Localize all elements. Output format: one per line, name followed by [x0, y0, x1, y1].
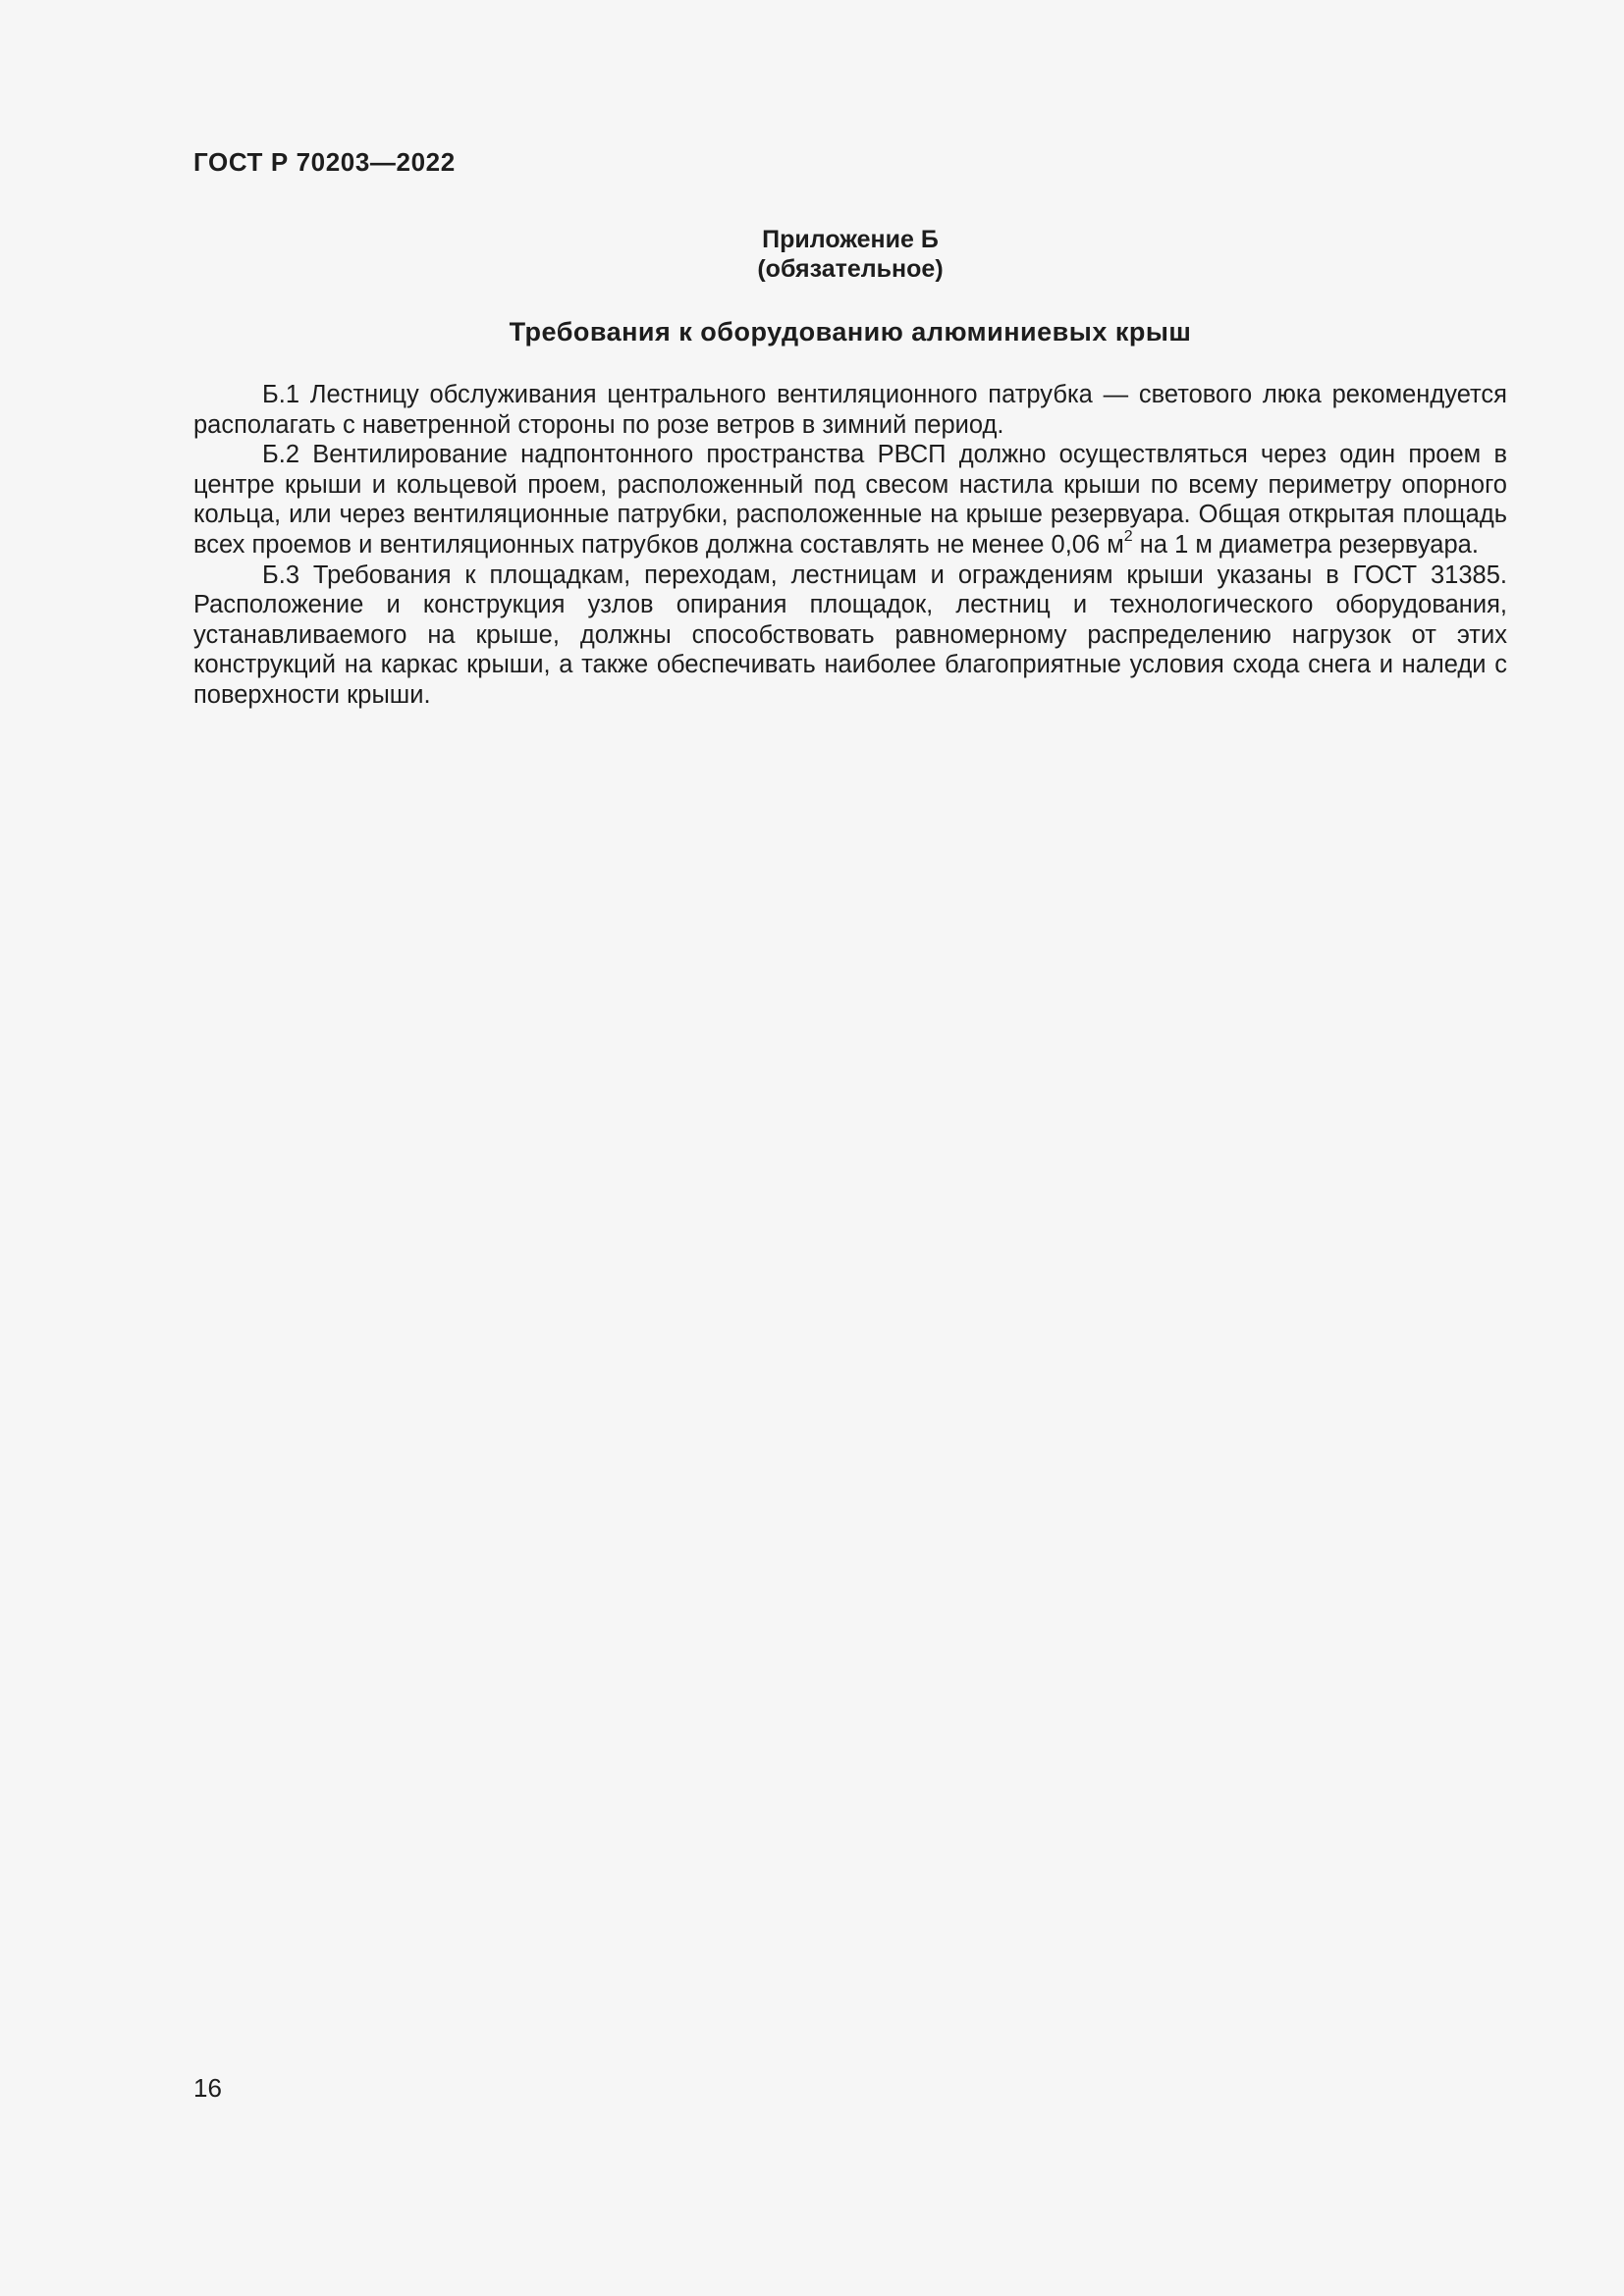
paragraph-b2	[193, 440, 1507, 560]
paragraph-b2-text: Б.2 Вентилирование надпонтонного пространства РВСП должно осуществляться через один проем в центре крыши и кольцевой проем, расположенный под свесом настила крыши по всему периметру опорного кольца, или через вентиляционные патрубки, расположенные на крыше резервуара. Общая открытая площадь всех проемов и вентиляционных патрубков должна составлять не менее 0,06 м	[193, 441, 1507, 559]
appendix-title: Приложение Б	[762, 226, 939, 253]
paragraph-b3: Б.3 Требования к площадкам, переходам, лестницам и ограждениям крыши указаны в ГОСТ 31385. Расположение и конструкция узлов опирания площадок, лестниц и технологического оборудования, устанавливаемого на крыше, должны способствовать равномерному распределению нагрузок от этих конструкций на каркас крыши, а также обеспечивать наиболее благоприятные условия схода снега и наледи с поверхности крыши.	[193, 561, 1507, 709]
appendix-status: (обязательное)	[757, 255, 944, 283]
superscript-square: 2	[1123, 528, 1133, 546]
appendix-heading: Требования к оборудованию алюминиевых крыш	[509, 317, 1192, 347]
paragraph-b2-text-end: на 1 м диаметра резервуара.	[1132, 530, 1479, 559]
paragraph-b1: Б.1 Лестницу обслуживания центрального вентиляционного патрубка — светового люка рекомендуется располагать с наветренной стороны по розе ветров в зимний период.	[193, 381, 1507, 439]
document-code-header: ГОСТ Р 70203—2022	[193, 147, 456, 177]
page-number: 16	[193, 2073, 222, 2103]
appendix-body	[193, 380, 1507, 711]
